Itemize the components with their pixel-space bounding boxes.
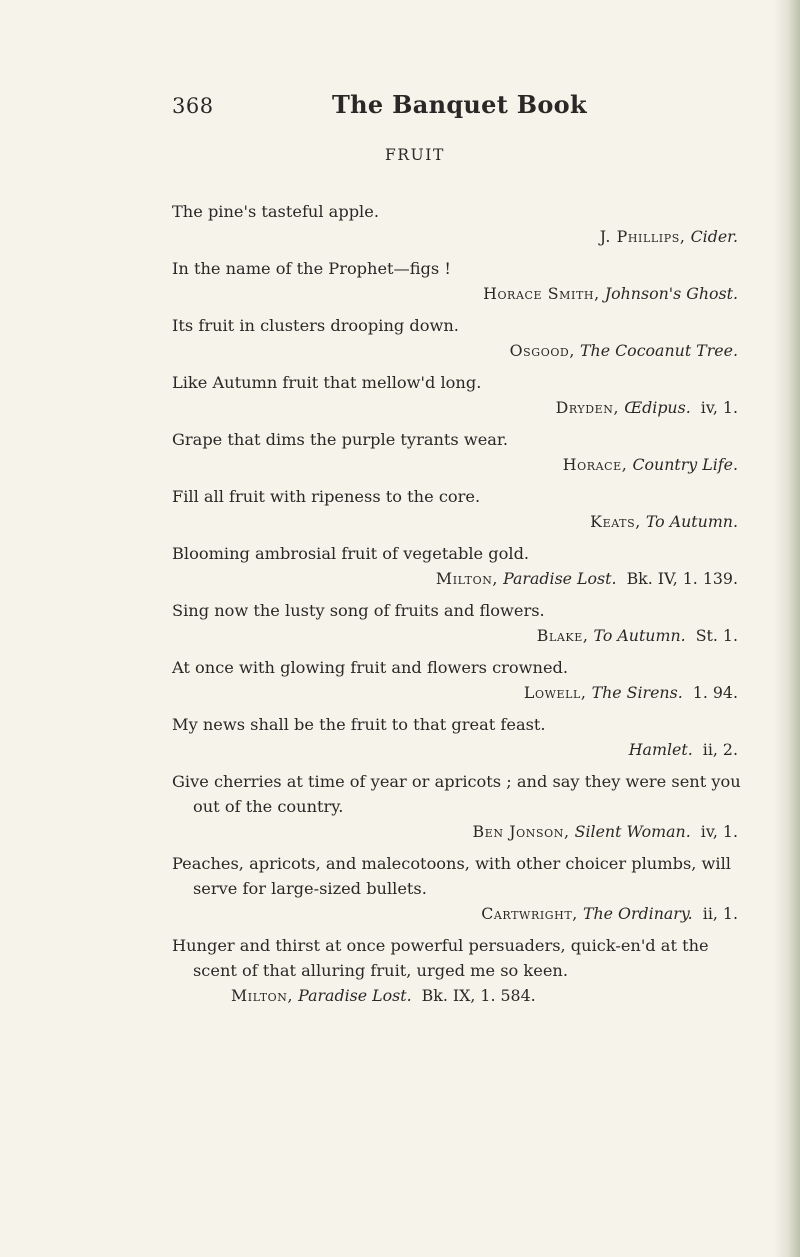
citation <box>172 819 750 844</box>
quotation-entry <box>172 313 750 363</box>
citation-work: The Ordinary. <box>582 904 693 923</box>
quotation-text: Give cherries at time of year or apricots ; and say they were sent you out of the country. <box>172 772 741 816</box>
citation-reference: Bk. IV, 1. 139. <box>626 569 738 588</box>
book-title: The Banquet Book <box>332 90 587 119</box>
citation-work: The Sirens. <box>591 683 683 702</box>
citation-author: Cartwright, <box>481 904 578 923</box>
quotation-text: Like Autumn fruit that mellow'd long. <box>172 373 482 392</box>
page-edge-shadow <box>774 0 800 1257</box>
citation-author: Milton, <box>231 986 294 1005</box>
citation-reference: St. 1. <box>695 626 738 645</box>
citation <box>172 395 750 420</box>
section-title <box>0 146 800 164</box>
citation-work: To Autumn. <box>593 626 686 645</box>
citation-work: The Cocoanut Tree. <box>580 341 738 360</box>
citation <box>172 566 750 591</box>
citation-reference: Bk. IX, 1. 584. <box>421 986 536 1005</box>
citation <box>172 901 750 926</box>
running-head <box>0 90 800 130</box>
quotation-text: Hunger and thirst at once powerful persuaders, quick-en'd at the scent of that alluring fruit, urged me so keen. <box>172 936 709 980</box>
citation-work: Cider. <box>690 227 738 246</box>
quotation-entry <box>172 598 750 648</box>
quotation-entry <box>172 427 750 477</box>
citation-author: Ben Jonson, <box>472 822 570 841</box>
citation-work: Hamlet. <box>628 740 693 759</box>
citation-author: Keats, <box>590 512 641 531</box>
quotation-entry <box>172 933 750 1008</box>
citation <box>172 509 750 534</box>
quotation-text: The pine's tasteful apple. <box>172 202 379 221</box>
quotation-entry <box>172 655 750 705</box>
quotation-entry <box>172 712 750 762</box>
quotation-entry <box>172 541 750 591</box>
quotation-entry <box>172 256 750 306</box>
citation <box>172 338 750 363</box>
citation-reference: ii, 2. <box>702 740 738 759</box>
citation <box>172 281 750 306</box>
citation <box>172 452 750 477</box>
citation-reference: ii, 1. <box>702 904 738 923</box>
citation-work: Johnson's Ghost. <box>604 284 738 303</box>
citation-author: Lowell, <box>523 683 587 702</box>
quotation-text: In the name of the Prophet—figs ! <box>172 259 451 278</box>
citation <box>172 623 750 648</box>
quotation-entry <box>172 484 750 534</box>
quotation-entry <box>172 769 750 844</box>
citation <box>172 983 750 1008</box>
quotation-entry <box>172 851 750 926</box>
citation <box>172 680 750 705</box>
quotation-entry <box>172 199 750 249</box>
quotation-text: Grape that dims the purple tyrants wear. <box>172 430 509 449</box>
citation-work: To Autumn. <box>645 512 738 531</box>
quotation-text: Its fruit in clusters drooping down. <box>172 316 459 335</box>
quotation-list <box>172 199 750 1015</box>
section-title-text: FRUIT <box>385 146 445 164</box>
citation-work: Country Life. <box>632 455 738 474</box>
quotation-entry <box>172 370 750 420</box>
quotation-text: Blooming ambrosial fruit of vegetable gold. <box>172 544 530 563</box>
citation-author: Horace Smith, <box>483 284 600 303</box>
citation-author: Milton, <box>435 569 499 588</box>
page-number: 368 <box>172 94 214 118</box>
citation-work: Silent Woman. <box>574 822 691 841</box>
citation-author: Dryden, <box>555 398 620 417</box>
citation-author: Osgood, <box>509 341 575 360</box>
citation-reference: iv, 1. <box>700 398 738 417</box>
citation-work: Œdipus. <box>624 398 691 417</box>
citation <box>172 224 750 249</box>
citation-author: J. Phillips, <box>599 227 686 246</box>
quotation-text: Sing now the lusty song of fruits and flowers. <box>172 601 545 620</box>
citation-work: Paradise Lost. <box>298 986 412 1005</box>
quotation-text: My news shall be the fruit to that great feast. <box>172 715 546 734</box>
citation-author: Blake, <box>536 626 589 645</box>
citation <box>172 737 750 762</box>
quotation-text: Peaches, apricots, and malecotoons, with other choicer plumbs, will serve for large-sized bullets. <box>172 854 731 898</box>
quotation-text: Fill all fruit with ripeness to the core. <box>172 487 481 506</box>
citation-reference: 1. 94. <box>692 683 738 702</box>
citation-reference: iv, 1. <box>700 822 738 841</box>
citation-author: Horace, <box>562 455 628 474</box>
citation-work: Paradise Lost. <box>503 569 617 588</box>
quotation-text: At once with glowing fruit and flowers crowned. <box>172 658 569 677</box>
